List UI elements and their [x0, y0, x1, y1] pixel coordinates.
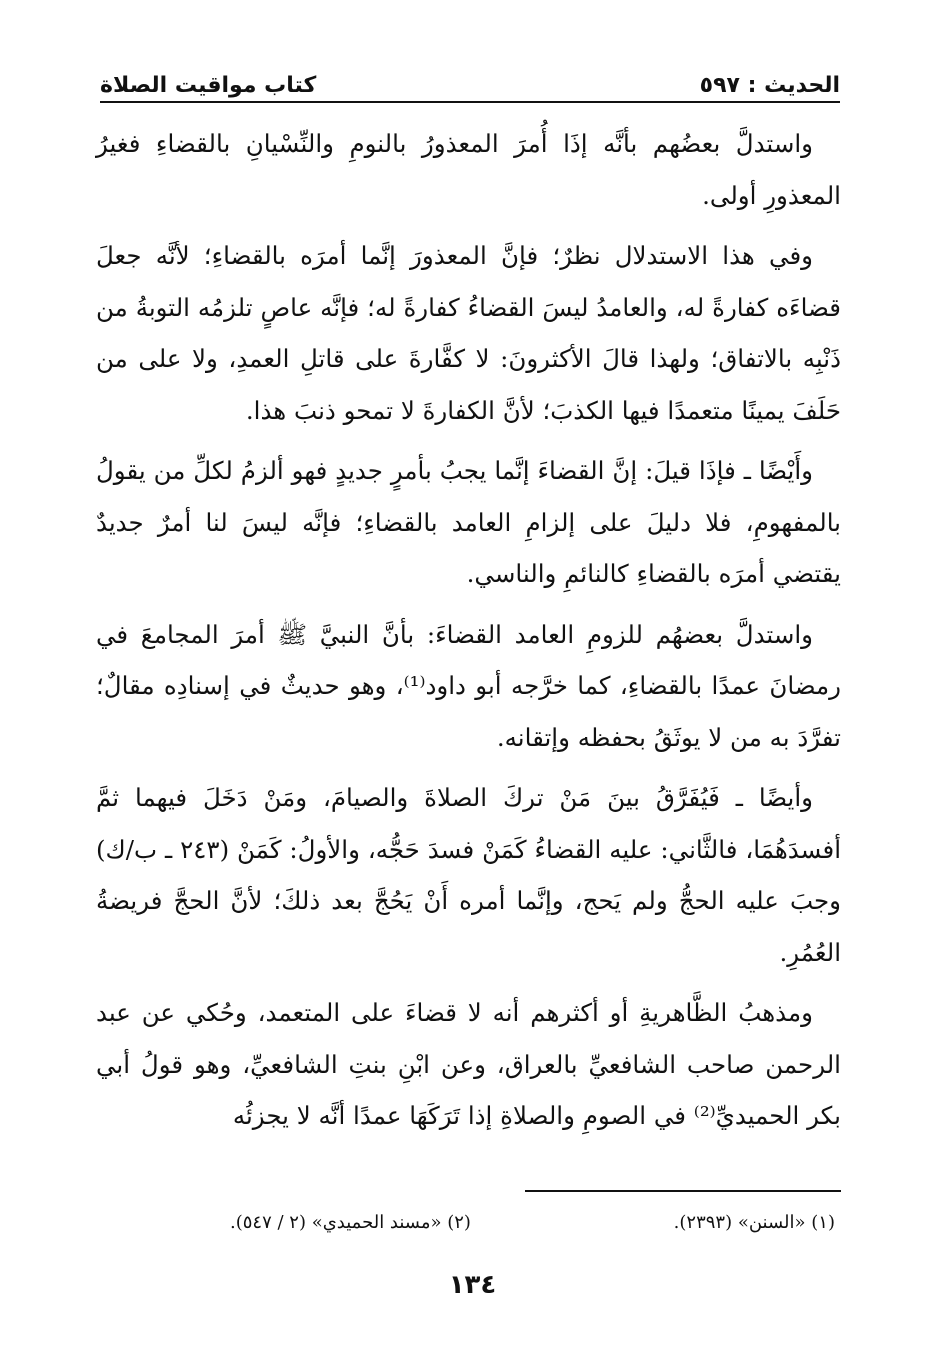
paragraph: ومذهبُ الظَّاهريةِ أو أكثرهم أنه لا قضاءَ على المتعمد، وحُكي عن عبد الرحمن صاحب الشافعيِّ بالعراق، وعن ابْنِ بنتِ الشافعيِّ، وهو قولُ أبي بكر الحميديِّ⁽²⁾ في الصومِ والصلاةِ إذا تَرَكَهَا عمدًا أنَّه لا يجزئُه	[96, 998, 841, 1130]
page-header	[100, 62, 840, 98]
paragraph: وأيضًا ـ فَيُفَرَّقُ بينَ مَنْ تركَ الصلاةَ والصيامَ، ومَنْ دَخَلَ فيهما ثمَّ أفسدَهُمَا، فالثَّاني: عليه القضاءُ كَمَنْ فسدَ حَجُّه، والأولُ: كَمَنْ (٢٤٣ ـ ب/ك) وجبَ عليه الحجُّ ولم يَحج، وإنَّما أمره أَنْ يَحُجَّ بعد ذلكَ؛ لأنَّ الحجَّ فريضةُ العُمُرِ.	[96, 783, 842, 967]
chapter-title: كتاب مواقيت الصلاة	[100, 73, 317, 98]
paragraph: وأَيْضًا ـ فإذَا قيلَ: إنَّ القضاءَ إنَّما يجبُ بأمرٍ جديدٍ فهو ألزمُ لكلِّ من يقولُ بالمفهومِ، فلا دليلَ على إلزامِ العامد بالقضاءِ؛ فإنَّه ليسَ لنا أمرٌ جديدٌ يقتضي أمرَه بالقضاءِ كالنائمِ والناسي.	[96, 456, 841, 588]
main-text	[96, 118, 841, 1151]
footnote-1: (١) «السنن» (٢٣٩٣).	[673, 1212, 835, 1233]
header-divider	[100, 101, 840, 103]
page-number: ١٣٤	[448, 1270, 497, 1300]
paragraph: واستدلَّ بعضهُم للزومِ العامد القضاءَ: بأنَّ النبيَّ ﷺ أمرَ المجامعَ في رمضانَ عمدًا بالقضاءِ، كما خرَّجه أبو داود⁽¹⁾، وهو حديثٌ في إسنادِه مقالٌ؛ تفرَّدَ به من لا يوثَقُ بحفظه وإتقانه.	[96, 619, 841, 752]
footnotes	[230, 1212, 835, 1233]
footnote-divider	[525, 1190, 841, 1192]
paragraph: واستدلَّ بعضُهم بأنَّه إذَا أُمرَ المعذورُ بالنومِ والنِّسْيانِ بالقضاءِ فغيرُ المعذورِ أولى.	[96, 129, 841, 210]
hadith-number: الحديث : ٥٩٧	[699, 73, 840, 98]
footnote-2: (٢) «مسند الحميدي» (٢ / ٥٤٧).	[230, 1212, 471, 1233]
paragraph: وفي هذا الاستدلال نظرٌ؛ فإنَّ المعذورَ إنَّما أمرَه بالقضاءِ؛ لأنَّه جعلَ قضاءَه كفارةً له، والعامدُ ليسَ القضاءُ كفارةً له؛ فإنَّه عاصٍ تلزمُه التوبةُ من ذَنْبِه بالاتفاق؛ ولهذا قالَ الأكثرونَ: لا كفَّارةَ على قاتلِ العمدِ، ولا على من حَلَفَ يمينًا متعمدًا فيها الكذبَ؛ لأنَّ الكفارةَ لا تمحو ذنبَ هذا.	[96, 241, 841, 425]
